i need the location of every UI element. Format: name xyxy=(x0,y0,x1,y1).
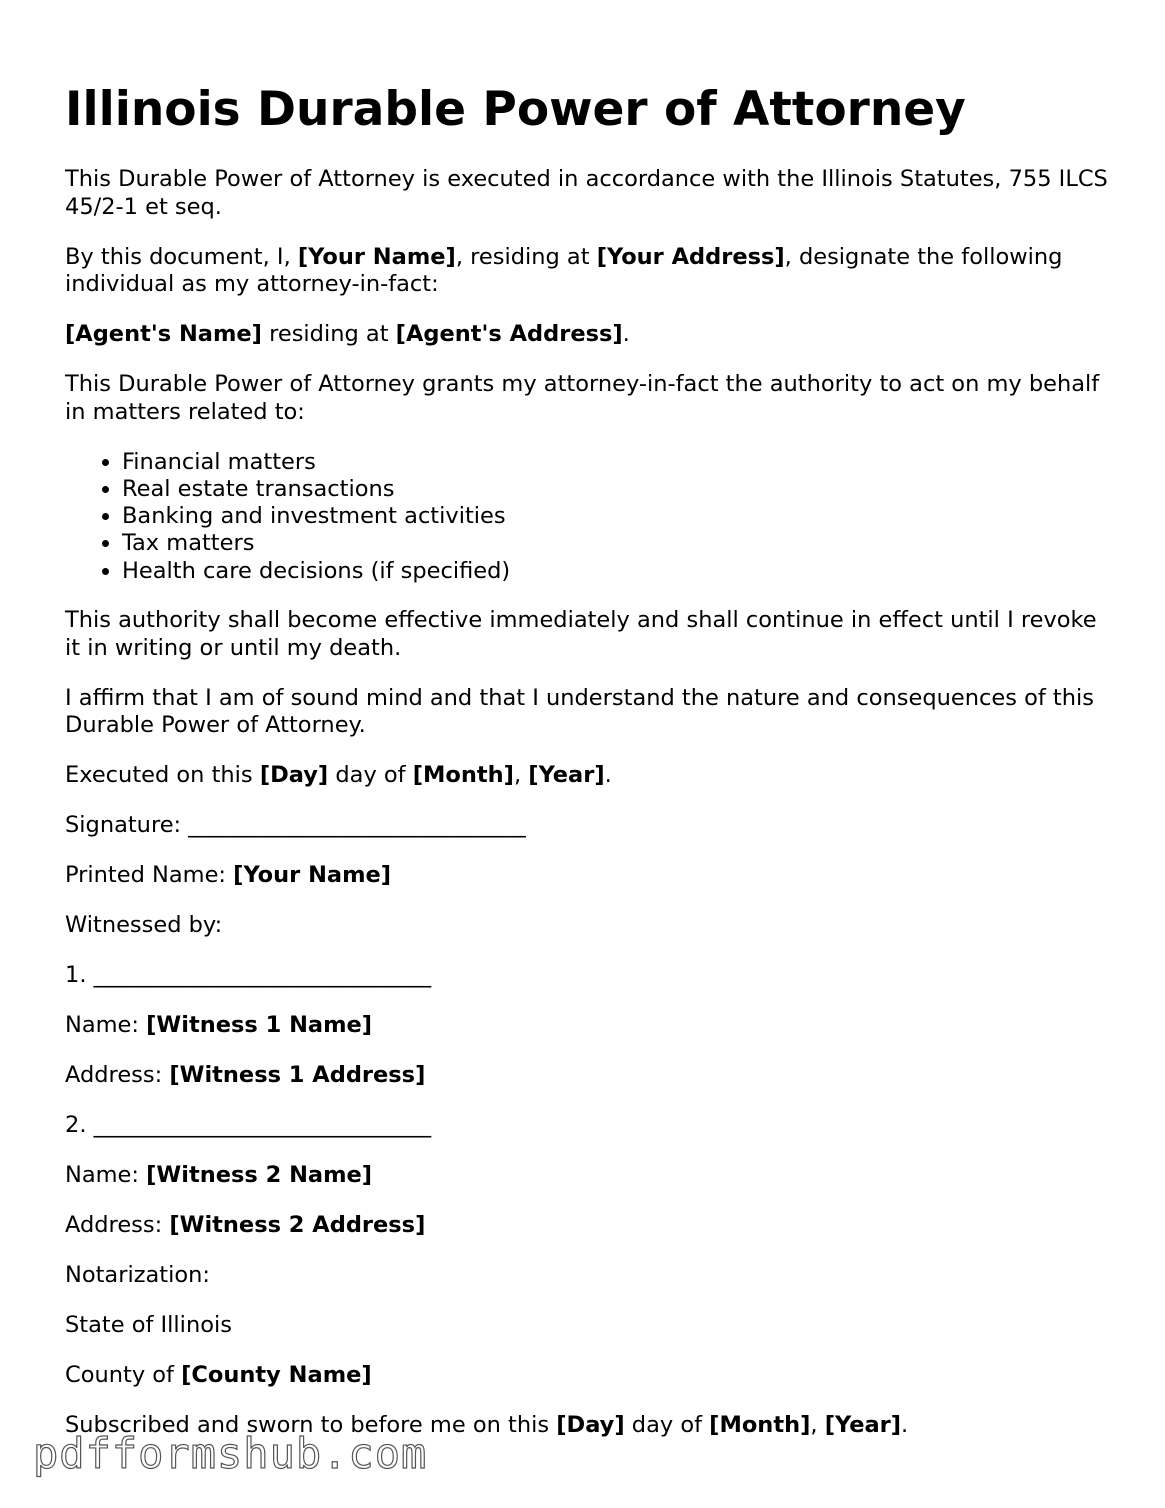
executed-mid2: , xyxy=(513,762,529,789)
witness-2-address-label: Address: xyxy=(65,1212,170,1239)
year-placeholder: [Year] xyxy=(528,762,605,789)
state-line: State of Illinois xyxy=(65,1312,232,1339)
witness-1-name-line xyxy=(65,1012,1115,1040)
day-placeholder: [Day] xyxy=(259,762,329,789)
signature-line: Signature: ______________________________ xyxy=(65,812,526,839)
sworn-year-placeholder: [Year] xyxy=(824,1412,902,1439)
witness-1-address-label: Address: xyxy=(65,1062,170,1089)
designation-suffix: , designate the following individual as my attorney-in-fact: xyxy=(65,243,1063,297)
witnessed-by-label: Witnessed by: xyxy=(65,912,223,939)
agent-name-placeholder: [Agent's Name] xyxy=(65,321,262,347)
witness-1-address-placeholder: [Witness 1 Address] xyxy=(169,1062,426,1089)
agent-suffix: . xyxy=(622,321,630,347)
sworn-suffix: . xyxy=(901,1412,909,1439)
sworn-mid1: day of xyxy=(624,1412,710,1439)
agent-address-placeholder: [Agent's Address] xyxy=(395,321,623,347)
witness-2-name-line xyxy=(65,1162,1115,1190)
list-item: • Banking and investment activities xyxy=(122,503,1115,530)
witness-2-name-placeholder: [Witness 2 Name] xyxy=(146,1162,373,1189)
notarization-label: Notarization: xyxy=(65,1262,210,1289)
sworn-month-placeholder: [Month] xyxy=(709,1412,811,1439)
witness-1-name-placeholder: [Witness 1 Name] xyxy=(146,1012,373,1039)
list-item: • Health care decisions (if specified) xyxy=(122,558,1115,585)
county-label: County of xyxy=(65,1362,182,1389)
witness-2-name-label: Name: xyxy=(65,1162,147,1189)
county-placeholder: [County Name] xyxy=(181,1362,372,1389)
intro-paragraph: This Durable Power of Attorney is executed in accordance with the Illinois Statutes, 755 ILCS 45/2-1 et seq. xyxy=(65,166,1108,220)
agent-middle: residing at xyxy=(261,321,396,347)
executed-line xyxy=(65,762,1115,790)
county-line xyxy=(65,1362,1115,1390)
list-item: • Real estate transactions xyxy=(122,476,1115,503)
effective-paragraph: This authority shall become effective immediately and shall continue in effect until I revoke it in writing or until my death. xyxy=(65,607,1097,661)
witness-2-address-line xyxy=(65,1212,1115,1240)
page-title: Illinois Durable Power of Attorney xyxy=(65,82,966,137)
powers-list xyxy=(65,449,1115,585)
printed-name-line xyxy=(65,862,1115,890)
executed-suffix: . xyxy=(604,762,612,789)
designation-prefix: By this document, I, xyxy=(65,243,298,270)
witness-1-address-line xyxy=(65,1062,1115,1090)
list-item: • Financial matters xyxy=(122,449,1115,476)
executed-mid1: day of xyxy=(328,762,413,789)
printed-name-placeholder: [Your Name] xyxy=(233,862,392,889)
affirm-paragraph: I affirm that I am of sound mind and that I understand the nature and consequences of this Durable Power of Attorney. xyxy=(65,684,1094,739)
agent-paragraph xyxy=(65,321,1115,349)
witness-1-signature-line: 1. ______________________________ xyxy=(65,962,432,989)
month-placeholder: [Month] xyxy=(412,762,514,789)
witness-1-name-label: Name: xyxy=(65,1012,147,1039)
witness-2-address-placeholder: [Witness 2 Address] xyxy=(169,1212,426,1239)
watermark: pdfformshub.com xyxy=(33,1429,428,1478)
sworn-prefix: Subscribed and sworn to before me on this xyxy=(65,1412,557,1439)
list-item: • Tax matters xyxy=(122,530,1115,557)
your-name-placeholder: [Your Name] xyxy=(297,243,456,270)
witness-2-signature-line: 2. ______________________________ xyxy=(65,1112,432,1139)
designation-middle: , residing at xyxy=(455,243,597,270)
document-page xyxy=(65,78,1115,1462)
executed-prefix: Executed on this xyxy=(65,762,260,789)
grant-paragraph: This Durable Power of Attorney grants my attorney-in-fact the authority to act on my behalf in matters related to: xyxy=(65,371,1100,425)
designation-paragraph xyxy=(65,244,1115,299)
sworn-mid2: , xyxy=(810,1412,825,1439)
your-address-placeholder: [Your Address] xyxy=(596,243,785,270)
sworn-day-placeholder: [Day] xyxy=(556,1412,625,1439)
printed-name-label: Printed Name: xyxy=(65,862,234,889)
